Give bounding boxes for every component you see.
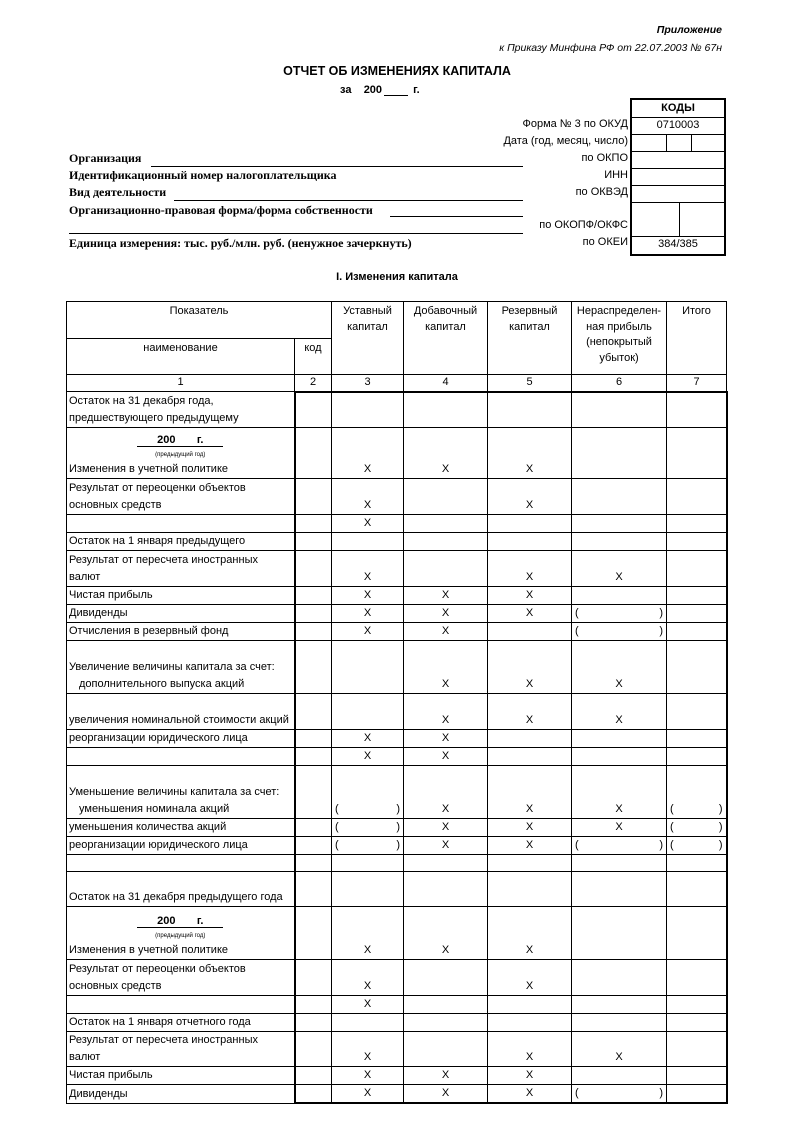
- header-name: наименование: [67, 339, 295, 375]
- cell-charter: X: [332, 428, 404, 479]
- cell-retained: X: [572, 641, 667, 694]
- cell-retained[interactable]: [572, 996, 667, 1014]
- header-code: код: [295, 339, 332, 375]
- cell-charter: X: [332, 730, 404, 748]
- row-code-cell[interactable]: [295, 748, 332, 766]
- cell-reserve: X: [488, 694, 572, 730]
- cell-charter[interactable]: [332, 641, 404, 694]
- legal-form-field[interactable]: [390, 216, 523, 217]
- cell-additional: X: [404, 766, 488, 819]
- parentheses-placeholder: ( ): [670, 803, 723, 815]
- okpo-code[interactable]: [632, 152, 724, 169]
- cell-additional[interactable]: [404, 1014, 488, 1032]
- cell-additional: X: [404, 748, 488, 766]
- row-name: Чистая прибыль: [67, 1067, 295, 1085]
- table-row: [67, 479, 727, 515]
- date-label: Дата (год, месяц, число): [503, 135, 628, 147]
- col-number-3: 3: [332, 375, 404, 392]
- table-row: [67, 1067, 727, 1085]
- row-name: уменьшения количества акций: [67, 819, 295, 837]
- table-row: [67, 515, 727, 533]
- cell-charter[interactable]: [332, 533, 404, 551]
- cell-reserve: X: [488, 587, 572, 605]
- cell-retained: X: [572, 551, 667, 587]
- cell-reserve[interactable]: [488, 748, 572, 766]
- cell-total[interactable]: [667, 694, 727, 730]
- cell-reserve: X: [488, 837, 572, 855]
- table-row: [67, 694, 727, 730]
- year-caption: (предыдущий год): [155, 933, 206, 939]
- row-name: Остаток на 1 января отчетного года: [67, 1014, 295, 1032]
- cell-reserve[interactable]: [488, 730, 572, 748]
- parentheses-placeholder: ( ): [575, 625, 663, 637]
- table-row: [67, 1085, 727, 1104]
- row-name: Отчисления в резервный фонд: [67, 623, 295, 641]
- cell-retained[interactable]: [572, 837, 667, 855]
- capital-changes-table: [66, 301, 728, 1104]
- cell-additional: X: [404, 837, 488, 855]
- period-prefix: за: [340, 84, 352, 96]
- cell-total[interactable]: [667, 730, 727, 748]
- year-block: [69, 913, 292, 942]
- table-row: [67, 428, 727, 479]
- row-name: реорганизации юридического лица: [67, 730, 295, 748]
- header-additional-capital: Добавочный капитал: [404, 302, 488, 375]
- parentheses-placeholder: ( ): [335, 839, 400, 851]
- org-label: Организация: [69, 151, 142, 165]
- cell-total[interactable]: [667, 907, 727, 960]
- okei-label: по ОКЕИ: [582, 236, 628, 248]
- year-caption: (предыдущий год): [155, 452, 206, 458]
- cell-retained[interactable]: [572, 392, 667, 428]
- row-label: Увеличение величины капитала за счет:: [69, 661, 275, 673]
- parentheses-placeholder: ( ): [335, 821, 400, 833]
- cell-reserve[interactable]: [488, 392, 572, 428]
- year-suffix: г.: [196, 434, 204, 446]
- col-number-2: 2: [295, 375, 332, 392]
- row-name: реорганизации юридического лица: [67, 837, 295, 855]
- cell-charter[interactable]: [332, 819, 404, 837]
- cell-total[interactable]: [667, 641, 727, 694]
- unit-label: Единица измерения: тыс. руб./млн. руб. (ненужное зачеркнуть): [69, 236, 412, 250]
- cell-total[interactable]: [667, 1032, 727, 1067]
- row-code-cell[interactable]: [295, 1032, 332, 1067]
- row-code-cell[interactable]: [295, 996, 332, 1014]
- cell-retained[interactable]: [572, 605, 667, 623]
- legal-form-label: Организационно-правовая форма/форма собственности: [69, 203, 373, 217]
- cell-charter: X: [332, 605, 404, 623]
- cell-reserve: X: [488, 960, 572, 996]
- cell-charter: X: [332, 1067, 404, 1085]
- year-value: 200: [157, 915, 176, 927]
- row-code-cell[interactable]: [295, 428, 332, 479]
- inn-label: ИНН: [604, 169, 628, 181]
- cell-charter[interactable]: [332, 392, 404, 428]
- row-code-cell[interactable]: [295, 623, 332, 641]
- cell-reserve: X: [488, 641, 572, 694]
- cell-total[interactable]: [667, 855, 727, 872]
- cell-total[interactable]: [667, 1067, 727, 1085]
- inn-code[interactable]: [632, 169, 724, 186]
- year-block: [69, 432, 292, 461]
- col-number-1: 1: [67, 375, 295, 392]
- cell-total[interactable]: [667, 837, 727, 855]
- table-row: [67, 392, 727, 428]
- cell-total[interactable]: [667, 605, 727, 623]
- cell-charter: X: [332, 960, 404, 996]
- cell-retained[interactable]: [572, 623, 667, 641]
- row-label: Изменения в учетной политике: [69, 463, 229, 475]
- cell-charter[interactable]: [332, 872, 404, 907]
- cell-charter: X: [332, 907, 404, 960]
- cell-total[interactable]: [667, 872, 727, 907]
- cell-additional[interactable]: [404, 551, 488, 587]
- okud-code[interactable]: 0710003: [632, 118, 724, 135]
- row-name: Остаток на 31 декабря предыдущего года: [67, 872, 295, 907]
- row-name: Результат от пересчета иностранных валют: [67, 1032, 295, 1067]
- cell-charter[interactable]: [332, 694, 404, 730]
- table-row: [67, 872, 727, 907]
- okved-code[interactable]: [632, 186, 724, 203]
- row-code-cell[interactable]: [295, 479, 332, 515]
- cell-retained: X: [572, 1032, 667, 1067]
- parentheses-placeholder: ( ): [335, 803, 400, 815]
- codes-box: [630, 98, 726, 256]
- row-sublabel: дополнительного выпуска акций: [79, 678, 245, 690]
- cell-total[interactable]: [667, 748, 727, 766]
- okei-code[interactable]: 384/385: [658, 238, 698, 250]
- cell-retained[interactable]: [572, 907, 667, 960]
- table-row: [67, 837, 727, 855]
- row-code-cell[interactable]: [295, 837, 332, 855]
- cell-additional: X: [404, 1085, 488, 1104]
- row-sublabel: уменьшения номинала акций: [79, 803, 230, 815]
- cell-reserve: X: [488, 819, 572, 837]
- row-code-cell[interactable]: [295, 533, 332, 551]
- row-name: Результат от переоценки объектов основных средств: [67, 479, 295, 515]
- year-value: 200: [157, 434, 176, 446]
- period-year: 200: [363, 84, 383, 96]
- appendix-title: Приложение: [656, 24, 722, 36]
- year-suffix: г.: [196, 915, 204, 927]
- header-total: Итого: [667, 302, 727, 375]
- cell-reserve[interactable]: [488, 515, 572, 533]
- cell-charter: X: [332, 1085, 404, 1104]
- table-row: [67, 855, 727, 872]
- row-name: [67, 855, 295, 872]
- cell-additional: X: [404, 694, 488, 730]
- row-code-cell[interactable]: [295, 960, 332, 996]
- cell-reserve: X: [488, 479, 572, 515]
- parentheses-placeholder: ( ): [575, 839, 663, 851]
- row-code-cell[interactable]: [295, 855, 332, 872]
- row-code-cell[interactable]: [295, 392, 332, 428]
- section-title: I. Изменения капитала: [336, 271, 458, 283]
- okopf-label: по ОКОПФ/ОКФС: [539, 219, 628, 231]
- cell-additional[interactable]: [404, 872, 488, 907]
- row-code-cell[interactable]: [295, 587, 332, 605]
- row-name: [67, 748, 295, 766]
- cell-reserve: X: [488, 605, 572, 623]
- okud-label: Форма № 3 по ОКУД: [522, 118, 628, 130]
- header-reserve-capital: Резервный капитал: [488, 302, 572, 375]
- legal-form-field-2[interactable]: [69, 233, 523, 234]
- cell-reserve[interactable]: [488, 533, 572, 551]
- table-body: [67, 392, 727, 1104]
- table-row: [67, 623, 727, 641]
- report-period: [340, 84, 420, 96]
- cell-retained[interactable]: [572, 855, 667, 872]
- table-row: [67, 605, 727, 623]
- period-suffix: г.: [413, 84, 420, 96]
- cell-retained[interactable]: [572, 872, 667, 907]
- row-code-cell[interactable]: [295, 694, 332, 730]
- cell-total[interactable]: [667, 515, 727, 533]
- cell-reserve: X: [488, 551, 572, 587]
- row-code-cell[interactable]: [295, 641, 332, 694]
- row-code-cell[interactable]: [295, 872, 332, 907]
- col-number-6: 6: [572, 375, 667, 392]
- cell-retained[interactable]: [572, 748, 667, 766]
- inn-field-label: Идентификационный номер налогоплательщика: [69, 168, 337, 182]
- cell-additional: X: [404, 730, 488, 748]
- row-name: Остаток на 1 января предыдущего: [67, 533, 295, 551]
- cell-additional[interactable]: [404, 533, 488, 551]
- row-name: Остаток на 31 декабря года, предшествующего предыдущему: [67, 392, 295, 428]
- table-row: [67, 766, 727, 819]
- appendix-reference: к Приказу Минфина РФ от 22.07.2003 № 67н: [499, 42, 722, 54]
- row-code-cell[interactable]: [295, 1067, 332, 1085]
- cell-total[interactable]: [667, 960, 727, 996]
- row-name: [67, 766, 295, 819]
- row-name: увеличения номинальной стоимости акций: [67, 694, 295, 730]
- row-name: [67, 428, 295, 479]
- report-title: ОТЧЕТ ОБ ИЗМЕНЕНИЯХ КАПИТАЛА: [283, 64, 511, 78]
- cell-reserve[interactable]: [488, 855, 572, 872]
- cell-charter: X: [332, 996, 404, 1014]
- parentheses-placeholder: ( ): [575, 607, 663, 619]
- cell-additional[interactable]: [404, 855, 488, 872]
- row-name: Чистая прибыль: [67, 587, 295, 605]
- cell-additional[interactable]: [404, 996, 488, 1014]
- cell-retained[interactable]: [572, 428, 667, 479]
- row-label: Изменения в учетной политике: [69, 944, 229, 956]
- cell-total[interactable]: [667, 766, 727, 819]
- cell-reserve: X: [488, 766, 572, 819]
- table-row: [67, 533, 727, 551]
- cell-reserve: X: [488, 1085, 572, 1104]
- row-name: Дивиденды: [67, 1085, 295, 1104]
- cell-retained: X: [572, 694, 667, 730]
- cell-retained[interactable]: [572, 1085, 667, 1104]
- row-name: [67, 515, 295, 533]
- cell-retained: X: [572, 766, 667, 819]
- parentheses-placeholder: ( ): [670, 839, 723, 851]
- header-retained-earnings: Нераспределен-ная прибыль (непокрытый убыток): [572, 302, 667, 375]
- row-code-cell[interactable]: [295, 605, 332, 623]
- table-row: [67, 1014, 727, 1032]
- cell-reserve[interactable]: [488, 623, 572, 641]
- cell-additional[interactable]: [404, 960, 488, 996]
- date-code[interactable]: [632, 135, 724, 152]
- okpo-label: по ОКПО: [581, 152, 628, 164]
- cell-retained[interactable]: [572, 960, 667, 996]
- cell-reserve: X: [488, 1067, 572, 1085]
- row-name: [67, 641, 295, 694]
- cell-additional: X: [404, 1067, 488, 1085]
- row-code-cell[interactable]: [295, 1014, 332, 1032]
- row-code-cell[interactable]: [295, 515, 332, 533]
- org-field[interactable]: [151, 166, 523, 167]
- table-row: [67, 1032, 727, 1067]
- codes-header: КОДЫ: [632, 100, 724, 118]
- cell-retained[interactable]: [572, 515, 667, 533]
- cell-total[interactable]: [667, 1014, 727, 1032]
- row-code-cell[interactable]: [295, 907, 332, 960]
- parentheses-placeholder: ( ): [670, 821, 723, 833]
- cell-charter: X: [332, 479, 404, 515]
- table-row: [67, 960, 727, 996]
- cell-reserve: X: [488, 1032, 572, 1067]
- table-row: [67, 996, 727, 1014]
- cell-additional: X: [404, 907, 488, 960]
- cell-additional: X: [404, 819, 488, 837]
- activity-field[interactable]: [174, 200, 523, 201]
- row-name: Дивиденды: [67, 605, 295, 623]
- row-code-cell[interactable]: [295, 766, 332, 819]
- cell-total[interactable]: [667, 428, 727, 479]
- table-row: [67, 907, 727, 960]
- cell-retained[interactable]: [572, 587, 667, 605]
- cell-total[interactable]: [667, 551, 727, 587]
- table-row: [67, 551, 727, 587]
- cell-total[interactable]: [667, 1085, 727, 1104]
- cell-additional[interactable]: [404, 1032, 488, 1067]
- cell-charter[interactable]: [332, 837, 404, 855]
- cell-total[interactable]: [667, 996, 727, 1014]
- cell-additional[interactable]: [404, 515, 488, 533]
- cell-charter[interactable]: [332, 1014, 404, 1032]
- cell-total[interactable]: [667, 587, 727, 605]
- cell-charter: X: [332, 1032, 404, 1067]
- row-code-cell[interactable]: [295, 551, 332, 587]
- cell-retained[interactable]: [572, 479, 667, 515]
- activity-label: Вид деятельности: [69, 185, 167, 199]
- cell-retained[interactable]: [572, 1014, 667, 1032]
- table-row: [67, 730, 727, 748]
- col-number-4: 4: [404, 375, 488, 392]
- cell-reserve[interactable]: [488, 996, 572, 1014]
- table-row: [67, 748, 727, 766]
- cell-reserve: X: [488, 428, 572, 479]
- cell-charter: X: [332, 623, 404, 641]
- row-name: [67, 907, 295, 960]
- cell-additional: X: [404, 605, 488, 623]
- cell-additional: X: [404, 428, 488, 479]
- row-code-cell[interactable]: [295, 1085, 332, 1104]
- cell-charter: X: [332, 748, 404, 766]
- cell-additional[interactable]: [404, 392, 488, 428]
- cell-total[interactable]: [667, 623, 727, 641]
- cell-additional: X: [404, 641, 488, 694]
- col-number-5: 5: [488, 375, 572, 392]
- cell-additional: X: [404, 623, 488, 641]
- cell-charter[interactable]: [332, 855, 404, 872]
- row-name: [67, 996, 295, 1014]
- row-label: Уменьшение величины капитала за счет:: [69, 786, 280, 798]
- period-year-blank[interactable]: [384, 85, 408, 96]
- cell-total[interactable]: [667, 819, 727, 837]
- cell-retained: X: [572, 819, 667, 837]
- row-name: Результат от пересчета иностранных валют: [67, 551, 295, 587]
- row-name: Результат от переоценки объектов основных средств: [67, 960, 295, 996]
- table-row: [67, 819, 727, 837]
- cell-reserve[interactable]: [488, 872, 572, 907]
- cell-total[interactable]: [667, 392, 727, 428]
- cell-reserve: X: [488, 907, 572, 960]
- cell-retained[interactable]: [572, 730, 667, 748]
- parentheses-placeholder: ( ): [575, 1087, 663, 1099]
- table-row: [67, 641, 727, 694]
- col-number-7: 7: [667, 375, 727, 392]
- okved-label: по ОКВЭД: [575, 186, 628, 198]
- header-indicator: Показатель: [67, 302, 332, 339]
- row-code-cell[interactable]: [295, 819, 332, 837]
- cell-retained[interactable]: [572, 533, 667, 551]
- cell-charter: X: [332, 515, 404, 533]
- cell-charter: X: [332, 551, 404, 587]
- cell-reserve[interactable]: [488, 1014, 572, 1032]
- cell-retained[interactable]: [572, 1067, 667, 1085]
- cell-additional[interactable]: [404, 479, 488, 515]
- cell-charter[interactable]: [332, 766, 404, 819]
- okopf-code[interactable]: [632, 203, 724, 237]
- table-row: [67, 587, 727, 605]
- cell-additional: X: [404, 587, 488, 605]
- header-charter-capital: Уставный капитал: [332, 302, 404, 375]
- row-code-cell[interactable]: [295, 730, 332, 748]
- cell-total[interactable]: [667, 533, 727, 551]
- cell-charter: X: [332, 587, 404, 605]
- cell-total[interactable]: [667, 479, 727, 515]
